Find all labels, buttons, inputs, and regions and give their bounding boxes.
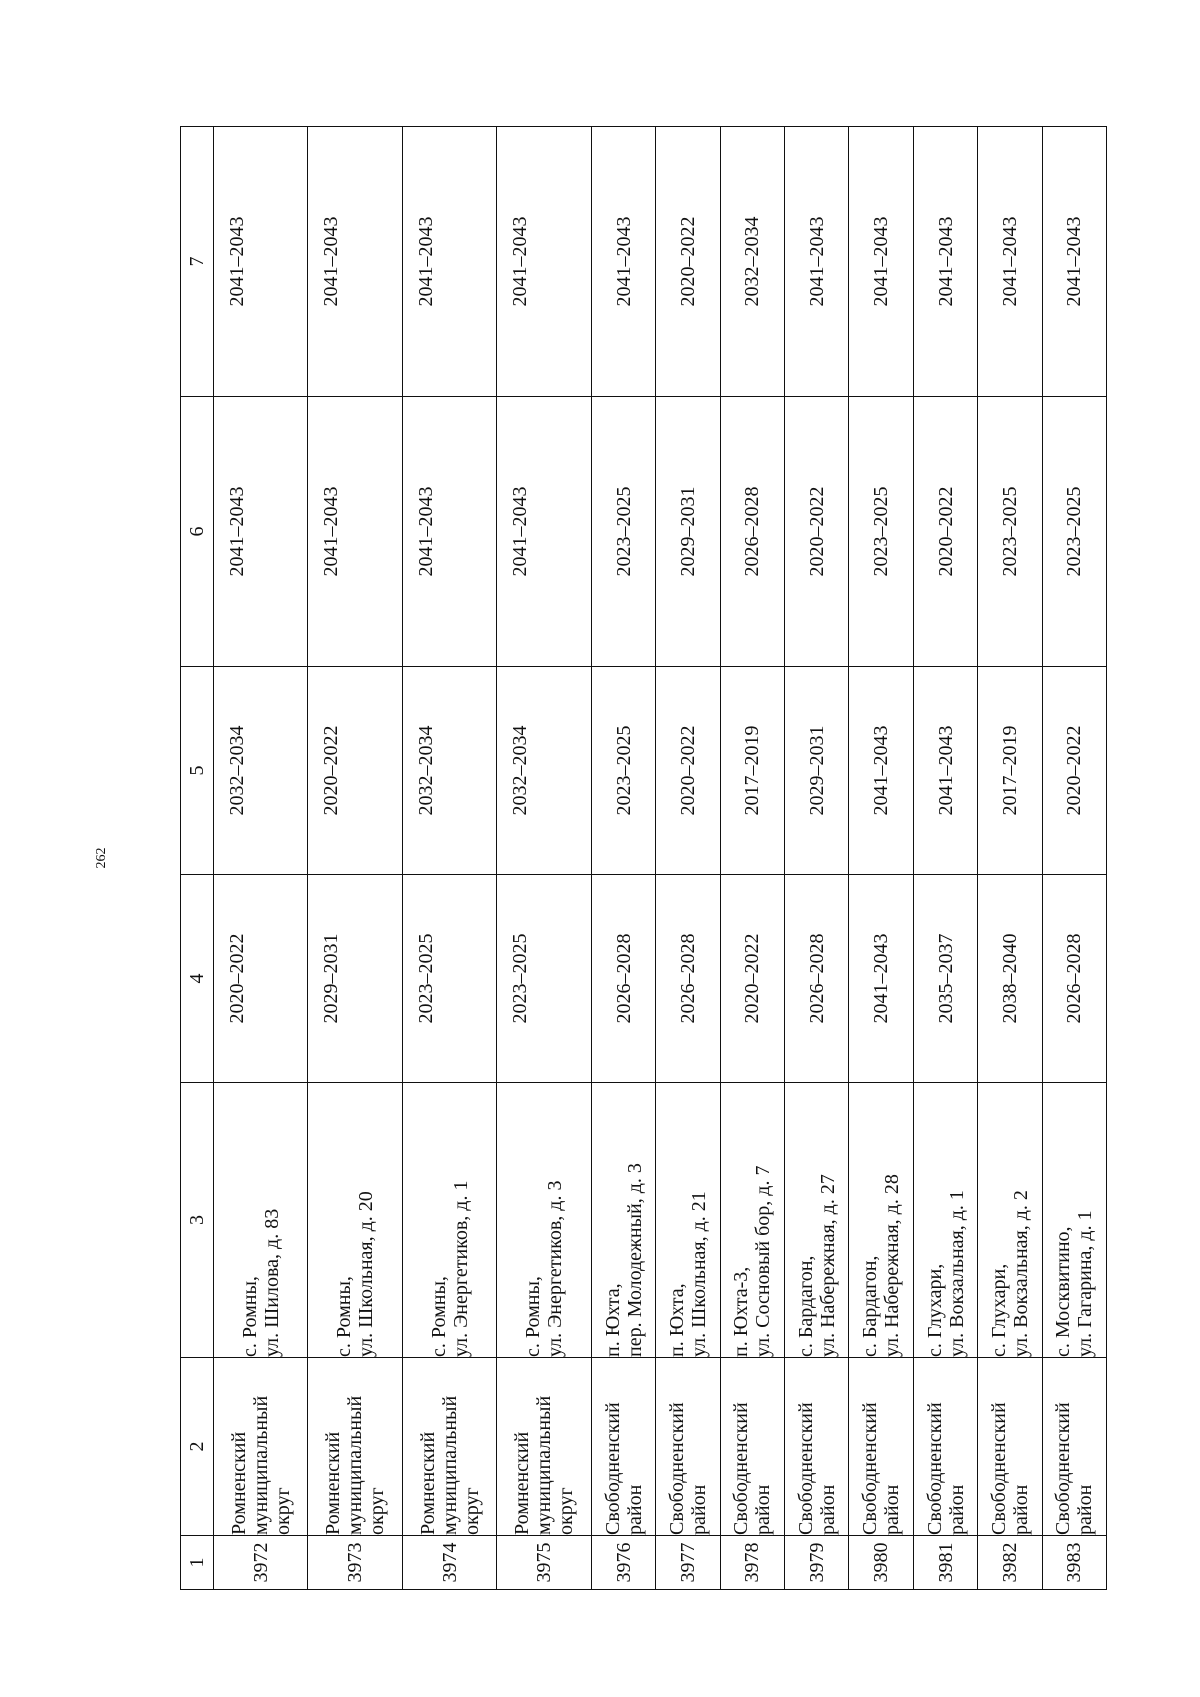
address-line: с. Ромны, (522, 1276, 545, 1357)
municipality-line: район (1074, 1484, 1097, 1535)
municipality-line: Свободненский (730, 1402, 753, 1535)
row-number-cell: 3976 (591, 1536, 655, 1590)
table-row (785, 127, 849, 1590)
period-cell: 2020–2022 (656, 667, 720, 875)
period-cell: 2023–2025 (497, 875, 591, 1083)
period-cell: 2041–2043 (402, 127, 496, 397)
period-cell: 2023–2025 (849, 397, 913, 667)
row-number-cell: 3981 (913, 1536, 977, 1590)
row-number-cell: 3979 (785, 1536, 849, 1590)
municipality-line: муниципальный (344, 1395, 367, 1535)
table-row (913, 127, 977, 1590)
column-header: 3 (181, 1083, 214, 1358)
municipality-line: округ (460, 1487, 483, 1535)
address-line: п. Юхта-3, (730, 1266, 753, 1357)
period-cell: 2041–2043 (497, 127, 591, 397)
period-cell: 2041–2043 (785, 127, 849, 397)
municipality-line: район (945, 1484, 968, 1535)
row-number-cell: 3982 (978, 1536, 1042, 1590)
table-row (308, 127, 402, 1590)
period-cell: 2023–2025 (591, 397, 655, 667)
period-cell: 2026–2028 (1042, 875, 1106, 1083)
address-cell (214, 1083, 308, 1358)
period-cell: 2035–2037 (913, 875, 977, 1083)
municipality-line: Свободненский (666, 1402, 688, 1535)
municipality-cell (849, 1358, 913, 1536)
municipality-line: Свободненский (859, 1402, 882, 1535)
period-cell: 2041–2043 (849, 667, 913, 875)
municipality-line: район (688, 1484, 710, 1535)
address-cell (497, 1083, 591, 1358)
row-number-cell: 3980 (849, 1536, 913, 1590)
municipality-line: округ (366, 1487, 389, 1535)
municipality-cell (497, 1358, 591, 1536)
municipality-line: район (816, 1484, 839, 1535)
period-cell: 2023–2025 (978, 397, 1042, 667)
address-cell (849, 1083, 913, 1358)
municipality-line: район (1009, 1484, 1032, 1535)
municipality-line: Свободненский (794, 1402, 817, 1535)
period-cell: 2029–2031 (308, 875, 402, 1083)
row-number-cell: 3978 (720, 1536, 784, 1590)
period-cell: 2020–2022 (720, 875, 784, 1083)
header-row (181, 127, 214, 1590)
municipality-line: муниципальный (533, 1395, 556, 1535)
municipality-line: Ромненский (322, 1431, 345, 1535)
address-line: с. Москвитино, (1052, 1226, 1075, 1357)
period-cell: 2032–2034 (497, 667, 591, 875)
table-row (720, 127, 784, 1590)
address-line: с. Глухари, (987, 1263, 1010, 1357)
municipality-cell (720, 1358, 784, 1536)
address-line: ул. Шилова, д. 83 (260, 1208, 283, 1357)
municipality-line: район (752, 1484, 775, 1535)
period-cell: 2026–2028 (785, 875, 849, 1083)
data-table (180, 126, 1107, 1590)
municipality-cell (656, 1358, 720, 1536)
period-cell: 2041–2043 (849, 127, 913, 397)
municipality-line: округ (555, 1487, 578, 1535)
period-cell: 2020–2022 (308, 667, 402, 875)
table-row (656, 127, 720, 1590)
table-row (591, 127, 655, 1590)
address-line: с. Глухари, (923, 1263, 946, 1357)
municipality-line: район (881, 1484, 904, 1535)
address-cell (1042, 1083, 1106, 1358)
rotated-table-container (180, 127, 1107, 1590)
page-number: 262 (94, 847, 109, 869)
municipality-cell (913, 1358, 977, 1536)
municipality-line: Свободненский (987, 1402, 1010, 1535)
column-header: 1 (181, 1536, 214, 1590)
period-cell: 2041–2043 (591, 127, 655, 397)
row-number-cell: 3972 (214, 1536, 308, 1590)
table-row (849, 127, 913, 1590)
address-line: ул. Энергетиков, д. 1 (449, 1180, 472, 1357)
period-cell: 2020–2022 (214, 875, 308, 1083)
address-line: пер. Молодежный, д. 3 (623, 1163, 646, 1357)
address-line: ул. Набережная, д. 27 (816, 1174, 839, 1357)
period-cell: 2020–2022 (1042, 667, 1106, 875)
municipality-line: Свободненский (1052, 1402, 1075, 1535)
period-cell: 2032–2034 (720, 127, 784, 397)
address-line: с. Ромны, (333, 1276, 356, 1357)
address-cell (591, 1083, 655, 1358)
address-line: ул. Сосновый бор, д. 7 (752, 1165, 775, 1357)
period-cell: 2017–2019 (978, 667, 1042, 875)
address-cell (308, 1083, 402, 1358)
row-number-cell: 3983 (1042, 1536, 1106, 1590)
address-line: ул. Набережная, д. 28 (881, 1174, 904, 1357)
address-cell (720, 1083, 784, 1358)
municipality-cell (308, 1358, 402, 1536)
row-number-cell: 3977 (656, 1536, 720, 1590)
address-line: п. Юхта, (666, 1283, 688, 1357)
period-cell: 2023–2025 (1042, 397, 1106, 667)
municipality-cell (1042, 1358, 1106, 1536)
address-line: ул. Школьная, д. 21 (688, 1191, 710, 1357)
period-cell: 2041–2043 (308, 127, 402, 397)
column-header: 6 (181, 397, 214, 667)
period-cell: 2032–2034 (214, 667, 308, 875)
municipality-line: Ромненский (227, 1431, 250, 1535)
table-row (1042, 127, 1106, 1590)
municipality-line: муниципальный (438, 1395, 461, 1535)
municipality-cell (591, 1358, 655, 1536)
table-row (978, 127, 1042, 1590)
period-cell: 2041–2043 (978, 127, 1042, 397)
address-line: ул. Энергетиков, д. 3 (544, 1180, 567, 1357)
period-cell: 2023–2025 (591, 667, 655, 875)
period-cell: 2023–2025 (402, 875, 496, 1083)
table-row (214, 127, 308, 1590)
period-cell: 2041–2043 (1042, 127, 1106, 397)
address-line: ул. Вокзальная, д. 1 (945, 1190, 968, 1357)
period-cell: 2041–2043 (497, 397, 591, 667)
column-header: 7 (181, 127, 214, 397)
column-header: 5 (181, 667, 214, 875)
period-cell: 2020–2022 (656, 127, 720, 397)
period-cell: 2020–2022 (913, 397, 977, 667)
municipality-cell (978, 1358, 1042, 1536)
address-line: п. Юхта, (601, 1283, 624, 1357)
address-cell (656, 1083, 720, 1358)
address-cell (913, 1083, 977, 1358)
municipality-line: муниципальный (249, 1395, 272, 1535)
period-cell: 2029–2031 (656, 397, 720, 667)
municipality-line: Ромненский (416, 1431, 439, 1535)
table-row (497, 127, 591, 1590)
municipality-line: Свободненский (923, 1402, 946, 1535)
period-cell: 2041–2043 (214, 127, 308, 397)
address-line: с. Бардагон, (794, 1255, 817, 1357)
period-cell: 2026–2028 (591, 875, 655, 1083)
address-line: с. Бардагон, (859, 1255, 882, 1357)
period-cell: 2041–2043 (214, 397, 308, 667)
municipality-cell (402, 1358, 496, 1536)
municipality-line: Ромненский (511, 1431, 534, 1535)
period-cell: 2029–2031 (785, 667, 849, 875)
period-cell: 2041–2043 (913, 127, 977, 397)
address-line: ул. Школьная, д. 20 (355, 1191, 378, 1357)
address-cell (402, 1083, 496, 1358)
municipality-cell (785, 1358, 849, 1536)
address-line: с. Ромны, (238, 1276, 261, 1357)
period-cell: 2041–2043 (402, 397, 496, 667)
address-line: ул. Гагарина, д. 1 (1074, 1210, 1097, 1357)
address-cell (785, 1083, 849, 1358)
period-cell: 2041–2043 (849, 875, 913, 1083)
period-cell: 2017–2019 (720, 667, 784, 875)
address-line: ул. Вокзальная, д. 2 (1009, 1190, 1032, 1357)
period-cell: 2041–2043 (308, 397, 402, 667)
period-cell: 2032–2034 (402, 667, 496, 875)
row-number-cell: 3975 (497, 1536, 591, 1590)
municipality-line: Свободненский (601, 1402, 624, 1535)
row-number-cell: 3973 (308, 1536, 402, 1590)
period-cell: 2026–2028 (720, 397, 784, 667)
municipality-line: район (623, 1484, 646, 1535)
row-number-cell: 3974 (402, 1536, 496, 1590)
table-row (402, 127, 496, 1590)
column-header: 2 (181, 1358, 214, 1536)
address-cell (978, 1083, 1042, 1358)
column-header: 4 (181, 875, 214, 1083)
municipality-cell (214, 1358, 308, 1536)
period-cell: 2020–2022 (785, 397, 849, 667)
period-cell: 2038–2040 (978, 875, 1042, 1083)
address-line: с. Ромны, (427, 1276, 450, 1357)
period-cell: 2041–2043 (913, 667, 977, 875)
period-cell: 2026–2028 (656, 875, 720, 1083)
municipality-line: округ (271, 1487, 294, 1535)
